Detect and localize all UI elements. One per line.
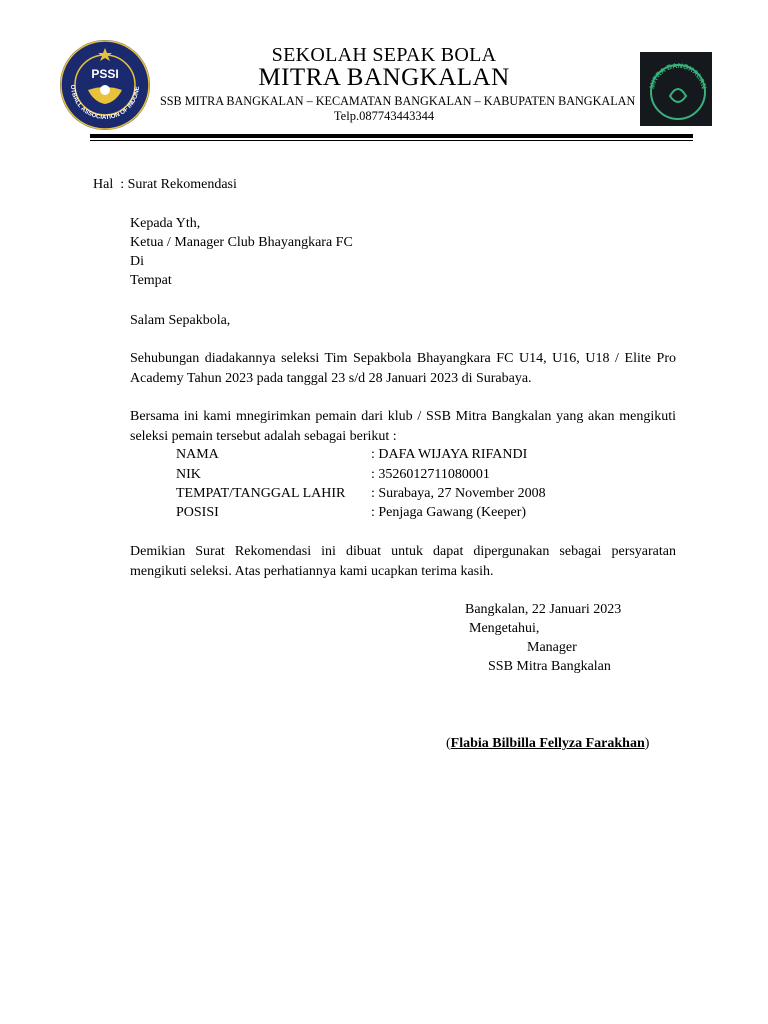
recipient-line-2: Ketua / Manager Club Bhayangkara FC [130,235,353,250]
signatory-role: Manager [527,640,577,655]
school-type: SEKOLAH SEPAK BOLA [271,44,497,66]
signatory-line [446,734,649,754]
paragraph-selection: Sehubungan diadakannya seleksi Tim Sepakbola Bhayangkara FC U14, U16, U18 / Elite Pro Academy Tahun 2023 pada tanggal 23 s/d 28 Januari 2023 di Surabaya. [130,351,676,386]
subject-line [93,175,237,195]
subject-text: Surat Rekomendasi [127,177,237,192]
paragraph-closing: Demikian Surat Rekomendasi ini dibuat untuk dapat dipergunakan sebagai persyaratan mengikuti seleksi. Atas perhatiannya kami ucapkan terima kasih. [130,544,676,579]
signatory-organization: SSB Mitra Bangkalan [488,659,611,674]
player-label-position: POSISI [176,505,219,520]
player-label-birth: TEMPAT/TANGGAL LAHIR [176,486,346,501]
school-name: MITRA BANGKALAN [258,64,510,91]
signatory-paren-close: ) [644,736,650,751]
ssb-mitra-bangkalan-logo [640,52,712,126]
acknowledged-label: Mengetahui, [469,621,540,636]
player-value-nik: : 3526012711080001 [371,467,490,482]
player-value-name: : DAFA WIJAYA RIFANDI [371,447,528,462]
signatory-paren-open: ( [446,736,451,751]
player-value-birth: : Surabaya, 27 November 2008 [371,486,546,501]
school-address: SSB MITRA BANGKALAN – KECAMATAN BANGKALAN – KABUPATEN BANGKALAN [160,94,636,108]
header-rule-thin [90,140,693,141]
paragraph-player-intro: Bersama ini kami mnegirimkan pemain dari klub / SSB Mitra Bangkalan yang akan mengikuti seleksi pemain tersebut adalah sebagai berikut : [130,409,676,444]
pssi-logo-ring-text: OTBALL ASSOCIATION OF INDONE [68,84,142,122]
header-rule-thick [90,134,693,138]
signatory-name: Flabia Bilbilla Fellyza Farakhan [450,736,645,751]
pssi-logo-text: PSSI [91,67,119,81]
recipient-line-4: Tempat [130,273,172,288]
player-label-nik: NIK [176,467,201,482]
recipient-line-1: Kepada Yth, [130,216,201,231]
recipient-line-3: Di [130,254,144,269]
player-label-name: NAMA [176,447,219,462]
player-value-position: : Penjaga Gawang (Keeper) [371,505,527,520]
ssb-logo-ring-text: MITRA BANGKALAN [649,62,707,90]
subject-label: Hal : [93,177,125,192]
place-date: Bangkalan, 22 Januari 2023 [465,602,622,617]
greeting: Salam Sepakbola, [130,313,231,328]
school-phone: Telp.087743443344 [333,109,435,123]
